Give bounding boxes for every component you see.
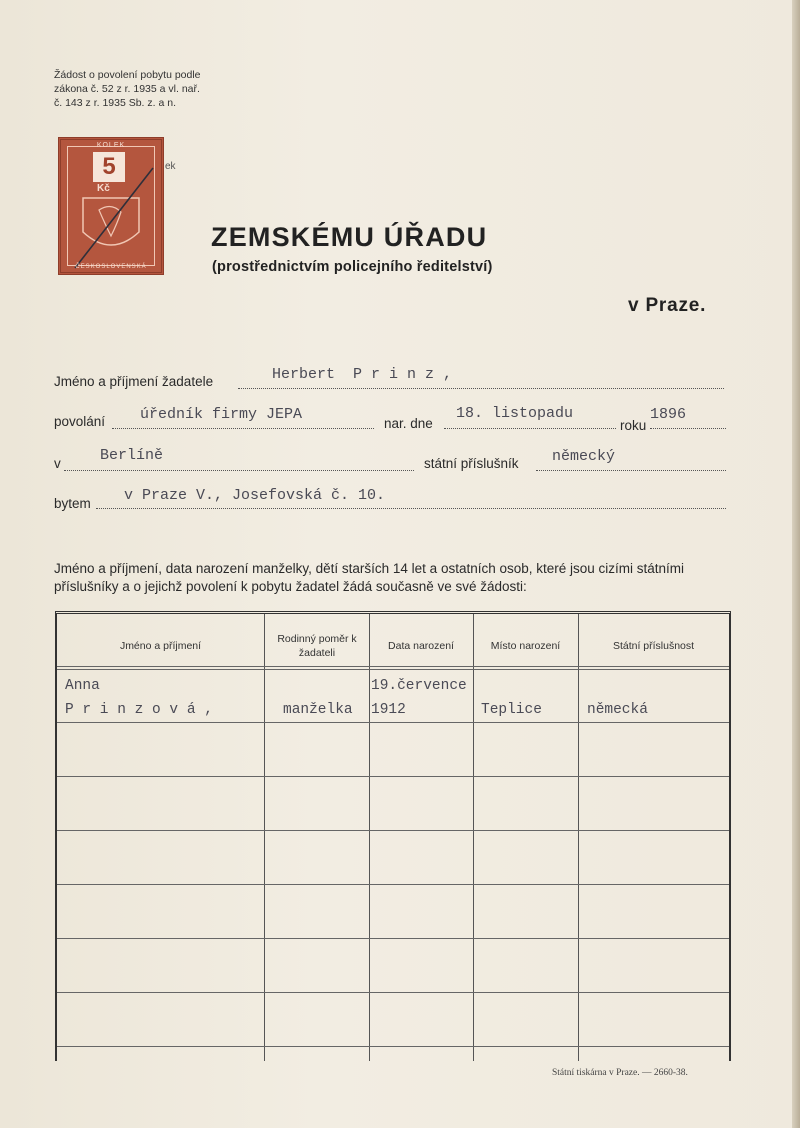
citizenship-field[interactable]: německý xyxy=(552,448,616,465)
header-relation: Rodinný poměr k žadateli xyxy=(277,633,357,659)
occupation-label: povolání xyxy=(54,414,106,429)
place-label: v xyxy=(54,456,61,471)
birth-place-field[interactable]: Berlíně xyxy=(100,447,164,464)
residence-field[interactable]: v Praze V., Josefovská č. 10. xyxy=(124,487,386,504)
row-1-birth-date[interactable]: 19.července xyxy=(371,678,467,694)
revenue-stamp xyxy=(58,137,164,275)
stamp-side-text: ek xyxy=(165,161,176,172)
place-line xyxy=(64,470,414,471)
applicant-name-field[interactable]: Herbert P r i n z , xyxy=(272,366,453,383)
page-edge xyxy=(792,0,800,1128)
born-label: nar. dne xyxy=(384,416,433,431)
header-citizenship: Státní příslušnost xyxy=(612,640,695,652)
born-line xyxy=(444,428,616,429)
stamp-currency: Kč xyxy=(97,183,110,194)
year-line xyxy=(650,428,726,429)
table-row-divider xyxy=(57,992,729,993)
table-row-divider xyxy=(57,938,729,939)
header-birth-place: Místo narození xyxy=(490,640,561,652)
row-1-birth-year[interactable]: 1912 xyxy=(371,702,406,718)
name-label: Jméno a příjmení žadatele xyxy=(54,374,214,389)
cancellation-stroke xyxy=(75,168,153,268)
name-line xyxy=(238,388,724,389)
office-subtitle: (prostřednictvím policejního ředitelství) xyxy=(212,259,493,275)
residence-line xyxy=(96,508,726,509)
birth-date-field[interactable]: 18. listopadu xyxy=(456,405,574,422)
family-instructions: Jméno a příjmení, data narození manželky, dětí starších 14 let a ostatních osob, které jsou cizími státními příslušníky a o jejichž povolení k pobytu žadatel žádá současně ve své žádosti: xyxy=(54,561,685,594)
row-1-citizenship[interactable]: německá xyxy=(587,702,648,718)
stamp-bottom-text: ČESKOSLOVENSKÁ xyxy=(75,264,147,270)
table-row-divider xyxy=(57,830,729,831)
stamp-top-text: KOLEK xyxy=(96,142,126,149)
row-1-name-first[interactable]: Anna xyxy=(65,678,100,694)
stamp-value: 5 xyxy=(93,152,125,182)
coat-of-arms-icon xyxy=(61,140,161,272)
birth-year-field[interactable]: 1896 xyxy=(650,406,687,423)
office-city: v Praze. xyxy=(628,295,707,316)
table-row-divider xyxy=(57,1046,729,1047)
year-label: roku xyxy=(620,418,647,433)
row-1-name-last[interactable]: P r i n z o v á , xyxy=(65,702,213,718)
note-line-1: Žádost o povolení pobytu podle xyxy=(54,69,201,81)
table-column-divider xyxy=(473,614,474,1061)
table-row-divider xyxy=(57,722,729,723)
citizenship-line xyxy=(536,470,726,471)
table-column-divider xyxy=(578,614,579,1061)
table-row-divider xyxy=(57,884,729,885)
legal-basis-note xyxy=(54,68,264,110)
residence-label: bytem xyxy=(54,496,91,511)
header-name: Jméno a příjmení xyxy=(119,640,202,652)
note-line-2: zákona č. 52 z r. 1935 a vl. nař. xyxy=(54,83,200,95)
office-title: ZEMSKÉMU ÚŘADU xyxy=(211,222,488,252)
table-column-divider xyxy=(264,614,265,1061)
table-row-divider xyxy=(57,776,729,777)
row-1-birth-place[interactable]: Teplice xyxy=(481,702,542,718)
table-column-divider xyxy=(369,614,370,1061)
note-line-3: č. 143 z r. 1935 Sb. z. a n. xyxy=(54,97,176,109)
occupation-line xyxy=(112,428,374,429)
family-members-table xyxy=(55,611,731,1061)
table-row-divider xyxy=(57,669,729,670)
printer-imprint: Státní tiskárna v Praze. — 2660-38. xyxy=(552,1068,688,1078)
header-birth-date: Data narození xyxy=(388,640,454,652)
citizenship-label: státní příslušník xyxy=(424,456,519,471)
row-1-relation[interactable]: manželka xyxy=(283,702,353,718)
occupation-field[interactable]: úředník firmy JEPA xyxy=(140,406,303,423)
